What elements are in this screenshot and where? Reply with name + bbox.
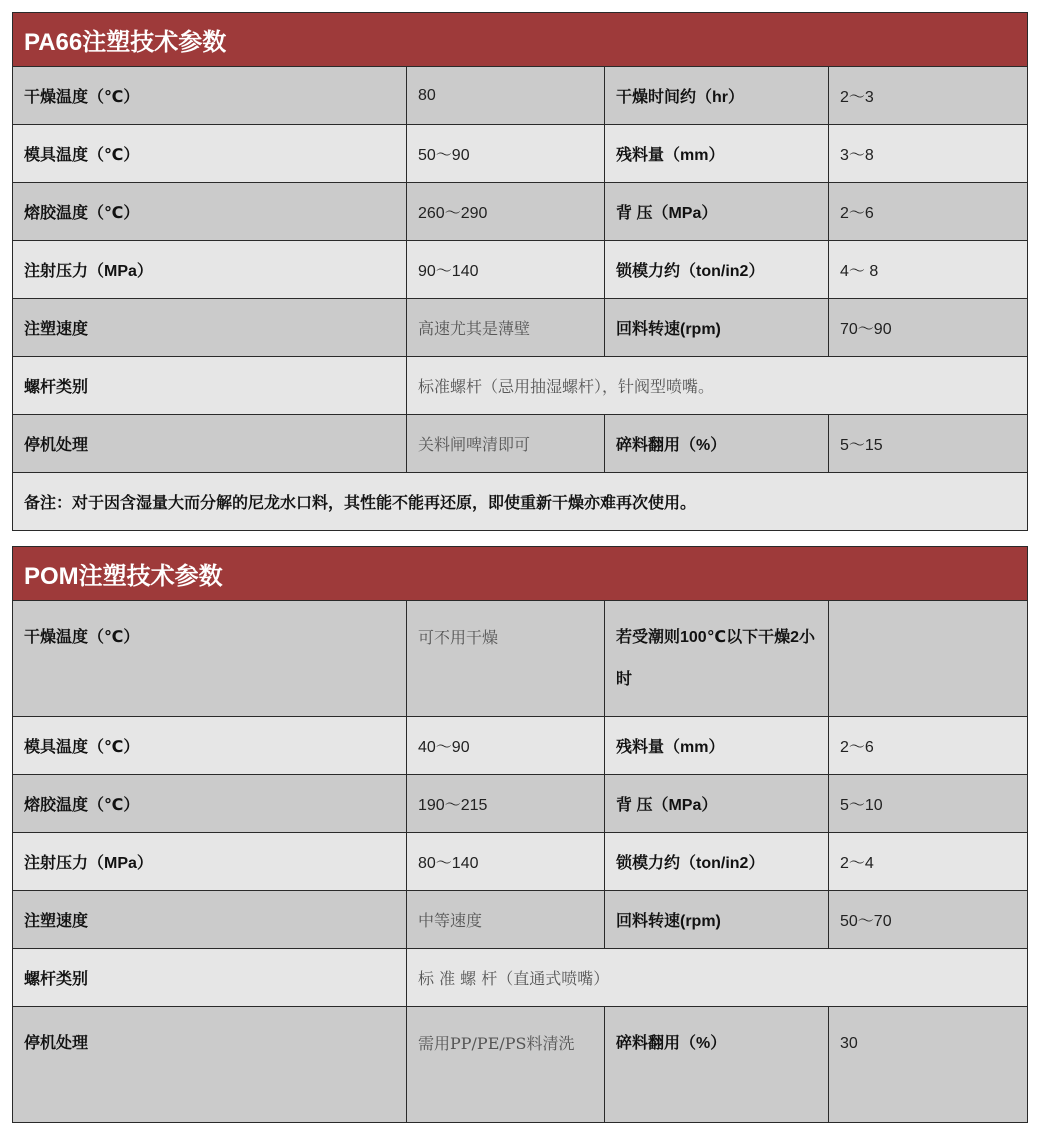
param-value: 80～140: [407, 833, 605, 891]
param-value: 5～10: [829, 775, 1028, 833]
param-value: 可不用干燥: [407, 601, 605, 717]
table-row: [13, 67, 1028, 125]
param-label: 注射压力（MPa）: [13, 833, 407, 891]
param-label: 干燥温度（℃）: [13, 601, 407, 717]
param-label: 残料量（mm）: [605, 125, 829, 183]
param-label: 熔胶温度（℃）: [13, 775, 407, 833]
param-label: 注塑速度: [13, 891, 407, 949]
pa66-parameter-table: [12, 12, 1028, 531]
param-label: 回料转速(rpm): [605, 299, 829, 357]
param-label: 锁模力约（ton/in2）: [605, 241, 829, 299]
param-label: 模具温度（℃）: [13, 125, 407, 183]
param-value: 70～90: [829, 299, 1028, 357]
param-value: [829, 601, 1028, 717]
param-label: 残料量（mm）: [605, 717, 829, 775]
param-value: 260～290: [407, 183, 605, 241]
param-value: 高速尤其是薄壁: [407, 299, 605, 357]
param-value: 3～8: [829, 125, 1028, 183]
table-row: [13, 891, 1028, 949]
table-row: [13, 717, 1028, 775]
table-row: [13, 949, 1028, 1007]
note: 备注：对于因含湿量大而分解的尼龙水口料，其性能不能再还原，即使重新干燥亦难再次使用。: [13, 473, 1028, 531]
param-label: 背 压（MPa）: [605, 775, 829, 833]
table-row: [13, 357, 1028, 415]
param-label: 停机处理: [13, 415, 407, 473]
param-value: 2～3: [829, 67, 1028, 125]
param-label: 碎料翻用（%）: [605, 415, 829, 473]
param-label: 注塑速度: [13, 299, 407, 357]
table-row: [13, 601, 1028, 717]
param-label: 碎料翻用（%）: [605, 1007, 829, 1123]
param-label: 模具温度（℃）: [13, 717, 407, 775]
param-label: 干燥温度（℃）: [13, 67, 407, 125]
param-value: 关料闸啤清即可: [407, 415, 605, 473]
table-title: PA66注塑技术参数: [13, 13, 1028, 67]
param-value: 90～140: [407, 241, 605, 299]
param-value: 中等速度: [407, 891, 605, 949]
param-value: 80: [407, 67, 605, 125]
table-row: [13, 473, 1028, 531]
table-row: [13, 833, 1028, 891]
param-label: 停机处理: [13, 1007, 407, 1123]
param-value: 需用PP/PE/PS料清洗: [407, 1007, 605, 1123]
param-label: 背 压（MPa）: [605, 183, 829, 241]
param-value: 30: [829, 1007, 1028, 1123]
pom-parameter-table: [12, 546, 1028, 1123]
table-row: [13, 775, 1028, 833]
param-label: 熔胶温度（℃）: [13, 183, 407, 241]
table-row: [13, 183, 1028, 241]
table-row: [13, 415, 1028, 473]
param-value: 2～6: [829, 183, 1028, 241]
param-value: 50～70: [829, 891, 1028, 949]
param-value: 190～215: [407, 775, 605, 833]
param-label: 螺杆类别: [13, 357, 407, 415]
param-label: 螺杆类别: [13, 949, 407, 1007]
table-title: POM注塑技术参数: [13, 547, 1028, 601]
param-label: 注射压力（MPa）: [13, 241, 407, 299]
param-label: 锁模力约（ton/in2）: [605, 833, 829, 891]
param-label: 若受潮则100℃以下干燥2小时: [605, 601, 829, 717]
table-row: [13, 241, 1028, 299]
table-row: [13, 1007, 1028, 1123]
param-value: 2～4: [829, 833, 1028, 891]
param-value: 4～ 8: [829, 241, 1028, 299]
param-label: 回料转速(rpm): [605, 891, 829, 949]
param-value: 40～90: [407, 717, 605, 775]
table-row: [13, 299, 1028, 357]
param-value: 5～15: [829, 415, 1028, 473]
param-value: 50～90: [407, 125, 605, 183]
param-value: 标 准 螺 杆（直通式喷嘴）: [407, 949, 1028, 1007]
table-row: [13, 125, 1028, 183]
param-value: 2～6: [829, 717, 1028, 775]
param-value: 标准螺杆（忌用抽湿螺杆），针阀型喷嘴。: [407, 357, 1028, 415]
param-label: 干燥时间约（hr）: [605, 67, 829, 125]
